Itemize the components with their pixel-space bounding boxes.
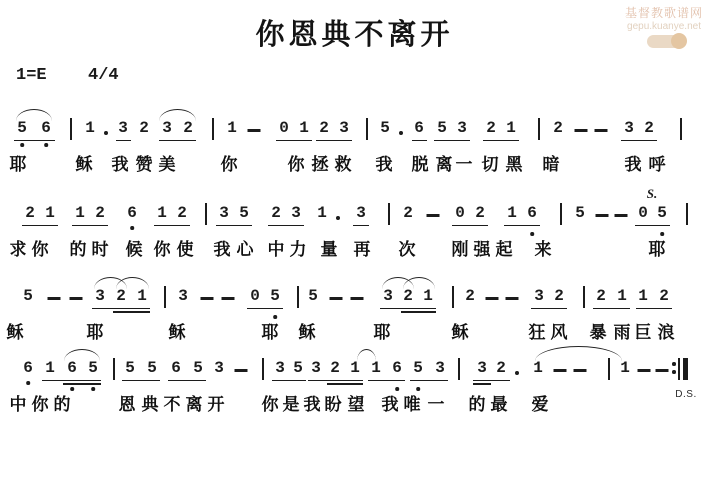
key-signature: 1=E (16, 66, 47, 85)
duration-dash (506, 297, 519, 300)
note-digit: 1 (45, 359, 55, 377)
lyric-char: 候 (125, 240, 143, 259)
augmentation-dot (104, 131, 108, 135)
slur-arc (159, 109, 196, 121)
note-digit: 0 (638, 204, 648, 222)
lyric-char: 一 (427, 395, 445, 414)
beam-underline (483, 140, 519, 142)
beam-underline (531, 308, 567, 310)
note-digit: 6 (127, 204, 137, 222)
note-digit: 2 (177, 204, 187, 222)
slur-arc (535, 346, 622, 361)
octave-dot (70, 387, 74, 391)
lyric-char: 雨 (613, 323, 631, 342)
note-digit: 5 (193, 359, 203, 377)
lyric-char: 次 (398, 240, 416, 259)
note-digit: 5 (293, 359, 303, 377)
lyric-char: 暗 (542, 155, 560, 174)
lyric-char: 稣 (168, 323, 186, 342)
beam-underline (368, 380, 405, 382)
repeat-end-dot (672, 370, 676, 374)
lyric-char: 力 (289, 240, 307, 259)
lyric-char: 你 (31, 240, 49, 259)
beam-underline (113, 311, 150, 313)
beam-underline (159, 140, 196, 142)
note-digit: 5 (23, 287, 33, 305)
note-digit: 5 (17, 119, 27, 137)
lyric-char: 脱 (411, 155, 429, 174)
duration-dash (48, 297, 61, 300)
duration-dash (222, 297, 235, 300)
beam-underline (621, 140, 657, 142)
lyric-char: 救 (334, 155, 352, 174)
note-digit: 3 (339, 119, 349, 137)
lyric-char: 耶 (373, 323, 391, 342)
duration-dash (595, 129, 608, 132)
lyric-char: 我 (213, 240, 231, 259)
slur-arc (16, 109, 52, 121)
barline (680, 118, 682, 140)
beam-underline (636, 308, 672, 310)
note-digit: 2 (486, 119, 496, 137)
note-digit: 6 (414, 119, 424, 137)
augmentation-dot (336, 216, 340, 220)
note-digit: 3 (534, 287, 544, 305)
note-digit: 3 (435, 359, 445, 377)
duration-dash (427, 214, 440, 217)
slur-arc (403, 277, 435, 289)
lyric-char: 暴 (589, 323, 607, 342)
beam-underline (276, 140, 312, 142)
lyric-char: 你 (220, 155, 238, 174)
note-digit: 2 (319, 119, 329, 137)
beam-underline (42, 380, 101, 382)
barline (113, 358, 115, 380)
note-digit: 1 (299, 119, 309, 137)
beam-underline (247, 308, 283, 310)
watermark-site-url: gepu.kuanye.net (627, 21, 701, 32)
note-digit: 2 (553, 119, 563, 137)
note-digit: 2 (25, 204, 35, 222)
lyric-char: 离 (435, 155, 453, 174)
lyric-char: 美 (158, 155, 176, 174)
lyric-char: 我 (375, 155, 393, 174)
note-digit: 1 (507, 204, 517, 222)
time-signature: 4/4 (88, 66, 119, 85)
lyric-char: 刚 (451, 240, 469, 259)
note-digit: 6 (41, 119, 51, 137)
note-digit: 3 (219, 204, 229, 222)
note-digit: 5 (437, 119, 447, 137)
note-digit: 5 (575, 204, 585, 222)
barline (366, 118, 368, 140)
note-digit: 5 (147, 359, 157, 377)
note-digit: 1 (45, 204, 55, 222)
octave-dot (44, 143, 48, 147)
song-title: 你恩典不离开 (255, 19, 454, 51)
lyric-char: 稣 (451, 323, 469, 342)
beam-underline (92, 308, 150, 310)
lyric-char: 的 (468, 395, 486, 414)
barline (212, 118, 214, 140)
note-digit: 2 (465, 287, 475, 305)
lyric-char: 呼 (648, 155, 666, 174)
note-digit: 1 (533, 359, 543, 377)
augmentation-dot (515, 371, 519, 375)
lyric-char: 时 (91, 240, 109, 259)
beam-underline (63, 383, 101, 385)
lyric-char: 黑 (505, 155, 523, 174)
lyric-char: 拯 (311, 155, 329, 174)
lyric-char: 我 (381, 395, 399, 414)
lyric-char: 浪 (657, 323, 675, 342)
barline (452, 286, 454, 308)
beam-underline (504, 225, 540, 227)
note-digit: 2 (403, 287, 413, 305)
note-digit: 1 (617, 287, 627, 305)
note-digit: 5 (239, 204, 249, 222)
note-digit: 0 (455, 204, 465, 222)
ds-marking: D.S. (675, 389, 697, 400)
lyric-char: 再 (353, 240, 371, 259)
note-digit: 3 (457, 119, 467, 137)
lyric-char: 赞 (135, 155, 153, 174)
note-digit: 1 (350, 359, 360, 377)
barline (458, 358, 460, 380)
octave-dot (20, 143, 24, 147)
lyric-char: 耶 (261, 323, 279, 342)
note-digit: 2 (403, 204, 413, 222)
note-digit: 1 (227, 119, 237, 137)
note-digit: 5 (125, 359, 135, 377)
barline (70, 118, 72, 140)
barline (388, 203, 390, 225)
beam-underline (168, 380, 206, 382)
note-digit: 1 (317, 204, 327, 222)
note-digit: 5 (657, 204, 667, 222)
lyric-char: 起 (495, 240, 513, 259)
octave-dot (91, 387, 95, 391)
notation-system-4 (0, 348, 709, 418)
barline (608, 358, 610, 380)
note-digit: 3 (95, 287, 105, 305)
lyric-char: 你 (261, 395, 279, 414)
duration-dash (554, 369, 567, 372)
duration-dash (596, 214, 609, 217)
watermark (621, 4, 707, 48)
beam-underline (216, 225, 252, 227)
note-digit: 1 (423, 287, 433, 305)
note-digit: 6 (67, 359, 77, 377)
barline (164, 286, 166, 308)
note-digit: 2 (183, 119, 193, 137)
notation-system-1 (0, 108, 709, 178)
note-digit: 3 (356, 204, 366, 222)
lyric-char: 唯 (403, 395, 421, 414)
slur-arc (357, 349, 376, 361)
note-digit: 0 (279, 119, 289, 137)
note-digit: 6 (392, 359, 402, 377)
lyric-char: 的 (53, 395, 71, 414)
note-digit: 5 (308, 287, 318, 305)
duration-dash (486, 297, 499, 300)
lyric-char: 恩 (118, 395, 136, 414)
lyric-char: 爱 (531, 395, 549, 414)
lyric-char: 的 (69, 240, 87, 259)
beam-underline (593, 308, 630, 310)
beam-underline (353, 225, 369, 227)
beam-underline (122, 380, 160, 382)
beam-underline (410, 380, 448, 382)
notation-system-2 (0, 186, 709, 263)
beam-underline (14, 140, 55, 142)
duration-dash (351, 297, 364, 300)
octave-dot (26, 381, 30, 385)
lyric-char: 风 (550, 323, 568, 342)
lyric-char: 切 (481, 155, 499, 174)
note-digit: 3 (291, 204, 301, 222)
beam-underline (412, 140, 427, 142)
lyric-char: 量 (320, 240, 338, 259)
lyric-char: 你 (31, 395, 49, 414)
repeat-end-thin-bar (678, 358, 680, 380)
note-digit: 3 (275, 359, 285, 377)
beam-underline (434, 140, 470, 142)
barline (686, 203, 688, 225)
note-digit: 2 (496, 359, 506, 377)
lyric-char: 我 (624, 155, 642, 174)
beam-underline (268, 225, 304, 227)
lyric-char: 中 (9, 395, 27, 414)
beam-underline (272, 380, 306, 382)
duration-dash (235, 369, 248, 372)
note-digit: 3 (624, 119, 634, 137)
segno-icon: S. (646, 186, 658, 201)
beam-underline (380, 308, 436, 310)
lyric-char: 耶 (9, 155, 27, 174)
lyric-char: 一 (455, 155, 473, 174)
lyric-char: 强 (473, 240, 491, 259)
note-digit: 1 (137, 287, 147, 305)
note-digit: 1 (371, 359, 381, 377)
duration-dash (248, 129, 261, 132)
lyric-char: 使 (176, 240, 194, 259)
note-digit: 5 (270, 287, 280, 305)
duration-dash (656, 369, 669, 372)
note-digit: 2 (116, 287, 126, 305)
duration-dash (330, 297, 343, 300)
beam-underline (316, 140, 352, 142)
note-digit: 0 (250, 287, 260, 305)
note-digit: 1 (157, 204, 167, 222)
note-digit: 2 (554, 287, 564, 305)
barline (262, 358, 264, 380)
lyric-char: 你 (153, 240, 171, 259)
barline (560, 203, 562, 225)
note-digit: 3 (118, 119, 128, 137)
duration-dash (575, 129, 588, 132)
note-digit: 1 (620, 359, 630, 377)
slur-arc (64, 349, 100, 361)
duration-dash (70, 297, 83, 300)
lyric-char: 不 (163, 395, 181, 414)
slur-arc (116, 277, 149, 289)
note-digit: 6 (171, 359, 181, 377)
lyric-char: 典 (141, 395, 159, 414)
note-digit: 2 (271, 204, 281, 222)
beam-underline (401, 311, 436, 313)
lyric-char: 耶 (86, 323, 104, 342)
beam-underline (308, 380, 363, 382)
lyric-char: 稣 (6, 323, 24, 342)
note-digit: 2 (95, 204, 105, 222)
beam-underline (452, 225, 488, 227)
note-digit: 3 (383, 287, 393, 305)
duration-dash (615, 214, 628, 217)
lyric-char: 中 (267, 240, 285, 259)
note-digit: 2 (596, 287, 606, 305)
lyric-char: 来 (534, 240, 552, 259)
lyric-char: 求 (9, 240, 27, 259)
beam-underline (327, 383, 363, 385)
note-digit: 3 (214, 359, 224, 377)
barline (297, 286, 299, 308)
note-digit: 1 (506, 119, 516, 137)
note-digit: 3 (311, 359, 321, 377)
note-digit: 2 (644, 119, 654, 137)
lyric-char: 心 (236, 240, 254, 259)
lyric-char: 耶 (648, 240, 666, 259)
lyric-char: 巨 (634, 323, 652, 342)
lyric-char: 盼 (324, 395, 342, 414)
note-digit: 1 (85, 119, 95, 137)
lyric-char: 离 (185, 395, 203, 414)
octave-dot (130, 226, 134, 230)
beam-underline (116, 140, 131, 142)
beam-underline (154, 225, 190, 227)
barline (583, 286, 585, 308)
duration-dash (201, 297, 214, 300)
note-digit: 6 (527, 204, 537, 222)
lyric-char: 我 (111, 155, 129, 174)
beam-underline (72, 225, 108, 227)
beam-underline (473, 383, 491, 385)
watermark-logo-icon (647, 35, 681, 48)
lyric-char: 最 (490, 395, 508, 414)
lyric-char: 我 (303, 395, 321, 414)
augmentation-dot (399, 131, 403, 135)
duration-dash (574, 369, 587, 372)
barline (538, 118, 540, 140)
beam-underline (473, 380, 510, 382)
note-digit: 2 (659, 287, 669, 305)
lyric-char: 是 (282, 395, 300, 414)
note-digit: 2 (139, 119, 149, 137)
notation-system-3 (0, 276, 709, 346)
duration-dash (638, 369, 651, 372)
note-digit: 3 (178, 287, 188, 305)
note-digit: 6 (23, 359, 33, 377)
beam-underline (635, 225, 670, 227)
lyric-char: 狂 (528, 323, 546, 342)
note-digit: 1 (638, 287, 648, 305)
note-digit: 5 (380, 119, 390, 137)
octave-dot (530, 232, 534, 236)
note-digit: 1 (75, 204, 85, 222)
note-digit: 5 (88, 359, 98, 377)
note-digit: 3 (162, 119, 172, 137)
repeat-end-thick-bar (683, 358, 688, 380)
note-digit: 3 (477, 359, 487, 377)
repeat-end-dot (672, 362, 676, 366)
beam-underline (22, 225, 58, 227)
lyric-char: 稣 (298, 323, 316, 342)
note-digit: 5 (413, 359, 423, 377)
barline (205, 203, 207, 225)
note-digit: 2 (475, 204, 485, 222)
lyric-char: 稣 (75, 155, 93, 174)
lyric-char: 你 (287, 155, 305, 174)
lyric-char: 望 (347, 395, 365, 414)
watermark-site-name: 基督教歌谱网 (624, 6, 703, 20)
lyric-char: 开 (207, 395, 225, 414)
note-digit: 2 (330, 359, 340, 377)
